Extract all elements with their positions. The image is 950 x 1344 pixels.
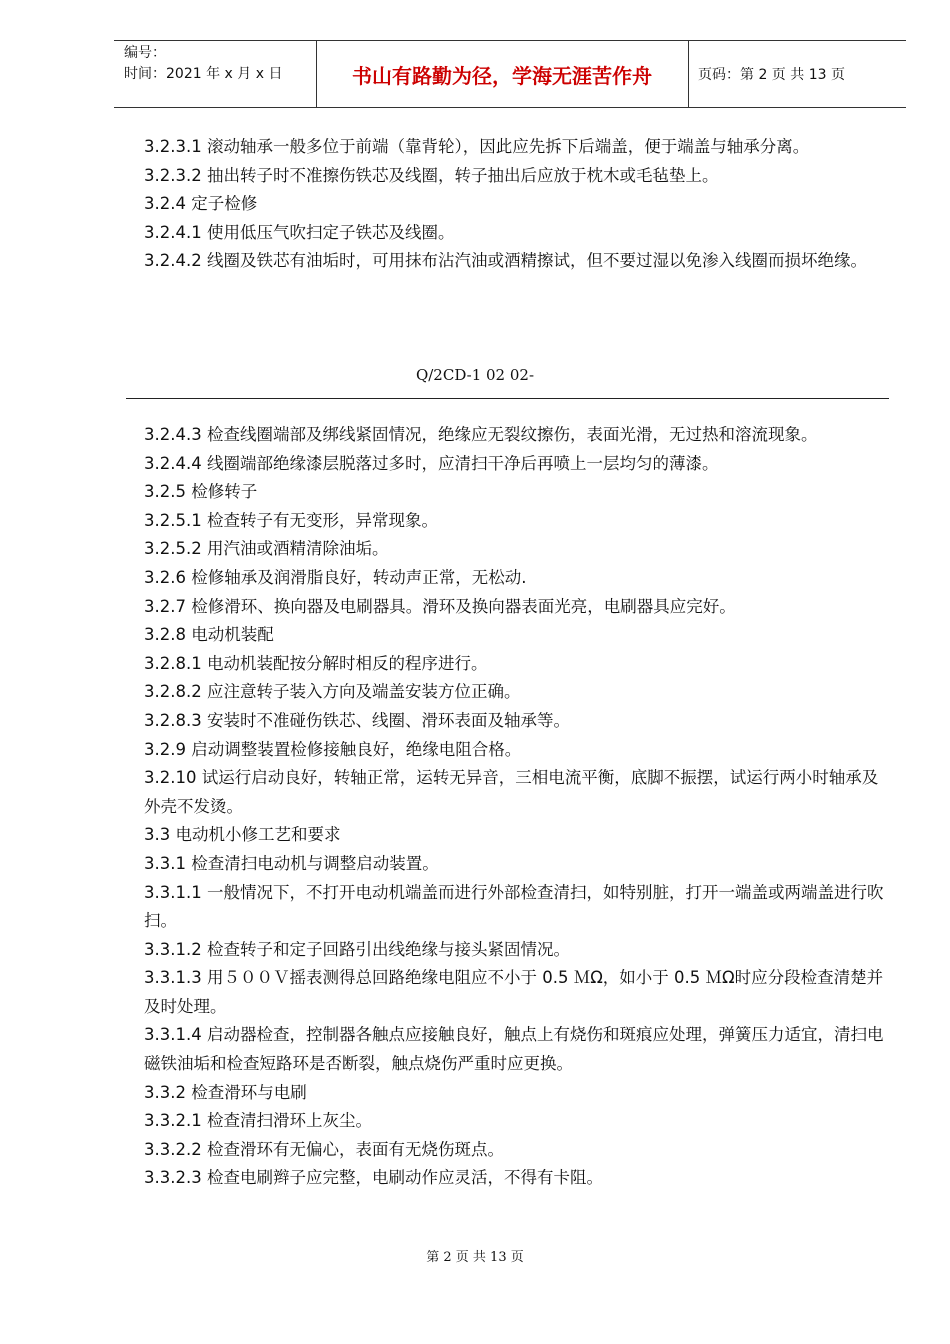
paragraph: 3.2.4.2 线圈及铁芯有油垢时，可用抹布沾汽油或酒精擦试，但不要过湿以免渗入线圈而损坏绝缘。 <box>144 251 867 271</box>
paragraph: 3.2.3.1 滚动轴承一般多位于前端（靠背轮），因此应先拆下后端盖，便于端盖与轴承分离。 <box>144 137 810 156</box>
header-divider <box>688 41 689 107</box>
paragraph: 3.2.4.3 检查线圈端部及绑线紧固情况，绝缘应无裂纹擦伤，表面光滑，无过热和溶流现象。 <box>144 425 818 444</box>
paragraph: 3.3.1.4 启动器检查，控制器各触点应接触良好，触点上有烧伤和斑痕应处理，弹簧压力适宜，清扫电磁铁油垢和检查短路环是否断裂，触点烧伤严重时应更换。 <box>144 1025 884 1074</box>
page-header <box>114 40 906 108</box>
header-number: 编号： <box>124 45 166 61</box>
paragraph: 3.2.8.3 安装时不准碰伤铁芯、线圈、滑环表面及轴承等。 <box>144 710 570 730</box>
paragraph: 3.2.4.4 线圈端部绝缘漆层脱落过多时，应清扫干净后再喷上一层均匀的薄漆。 <box>144 453 719 473</box>
paragraph: 3.2.8 电动机装配 <box>144 625 274 645</box>
paragraph: 3.3.2.1 检查清扫滑环上灰尘。 <box>144 1111 372 1131</box>
section-top <box>144 133 889 276</box>
paragraph: 3.2.5 检修转子 <box>144 482 258 502</box>
paragraph: 3.2.3.2 抽出转子时不准擦伤铁芯及线圈，转子抽出后应放于枕木或毛毡垫上。 <box>144 165 719 185</box>
document-code: Q/2CD-1 02 02- <box>415 366 535 384</box>
paragraph: 3.2.4 定子检修 <box>144 194 258 214</box>
paragraph: 3.3.1.2 检查转子和定子回路引出线绝缘与接头紧固情况。 <box>144 939 570 959</box>
section-main <box>144 421 889 1193</box>
paragraph: 3.2.8.1 电动机装配按分解时相反的程序进行。 <box>144 653 488 673</box>
header-time: 时间：2021 年 x 月 x 日 <box>124 66 283 82</box>
paragraph: 3.3.1.3 用５００Ｖ摇表测得总回路绝缘电阻应不小于 0.5 ＭΩ，如小于 0.5 ＭΩ时应分段检查清楚并及时处理。 <box>144 968 884 1016</box>
header-page-number: 页码：第 2 页 共 13 页 <box>698 67 845 83</box>
divider-line <box>126 398 889 399</box>
paragraph: 3.2.10 试运行启动良好，转轴正常，运转无异音，三相电流平衡，底脚不振摆，试运行两小时轴承及外壳不发烫。 <box>144 768 879 816</box>
paragraph: 3.2.9 启动调整装置检修接触良好，绝缘电阻合格。 <box>144 739 522 759</box>
paragraph: 3.2.5.2 用汽油或酒精清除油垢。 <box>144 539 389 559</box>
paragraph: 3.2.5.1 检查转子有无变形，异常现象。 <box>144 510 438 530</box>
paragraph: 3.3.2.3 检查电刷辫子应完整，电刷动作应灵活，不得有卡阻。 <box>144 1168 603 1188</box>
paragraph: 3.3.2 检查滑环与电刷 <box>144 1082 307 1102</box>
paragraph: 3.3.2.2 检查滑环有无偏心，表面有无烧伤斑点。 <box>144 1139 504 1159</box>
page-footer: 第 2 页 共 13 页 <box>426 1250 524 1265</box>
paragraph: 3.2.6 检修轴承及润滑脂良好，转动声正常，无松动. <box>144 567 527 587</box>
paragraph: 3.2.8.2 应注意转子装入方向及端盖安装方位正确。 <box>144 682 521 702</box>
header-meta <box>124 43 282 85</box>
header-motto: 书山有路勤为径，学海无涯苦作舟 <box>352 63 652 88</box>
paragraph: 3.3.1.1 一般情况下，不打开电动机端盖而进行外部检查清扫，如特别脏，打开一端盖或两端盖进行吹扫。 <box>144 882 884 931</box>
paragraph: 3.3 电动机小修工艺和要求 <box>144 825 341 845</box>
paragraph: 3.2.7 检修滑环、换向器及电刷器具。滑环及换向器表面光亮，电刷器具应完好。 <box>144 596 736 616</box>
paragraph: 3.2.4.1 使用低压气吹扫定子铁芯及线圈。 <box>144 222 455 242</box>
paragraph: 3.3.1 检查清扫电动机与调整启动装置。 <box>144 853 439 873</box>
